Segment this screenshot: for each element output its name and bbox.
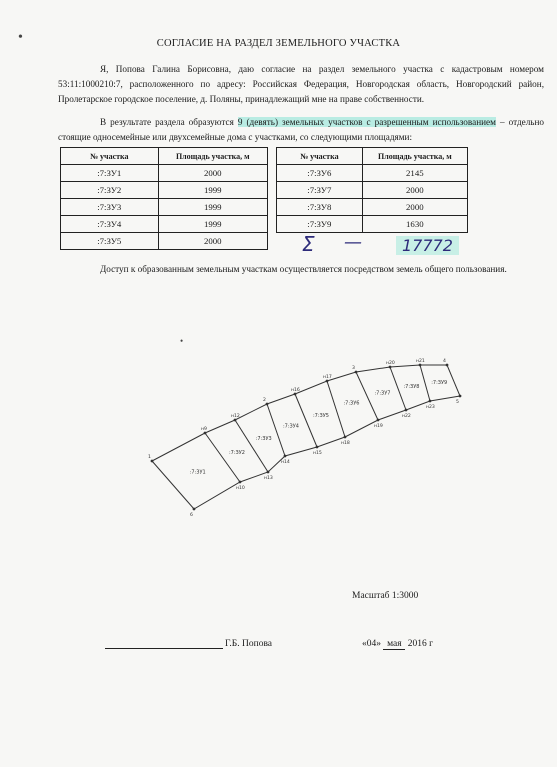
scheme-point-label: н15 [313,451,322,456]
scheme-vertex [267,471,270,474]
scheme-point-label: 4 [443,359,446,364]
handwritten-dash: — [344,232,362,253]
col-header-plot-number: № участка [61,148,159,165]
access-paragraph: Доступ к образованным земельным участкам осуществляется посредством земель общего пользования. [100,264,507,274]
scheme-point-label: н14 [281,460,290,465]
scheme-point-label: н13 [264,476,273,481]
table-row: :7:ЗУ8 2000 [277,199,468,216]
scheme-vertex [234,419,237,422]
scheme-plot-label: :7:ЗУ9 [431,379,448,386]
table-row: :7:ЗУ7 2000 [277,182,468,199]
scheme-point-label: н20 [386,361,395,366]
scheme-vertex [459,395,462,398]
consent-paragraph: Я, Попова Галина Борисовна, даю согласие на раздел земельного участка с кадастровым номером 53:11:1000210:7, расположенного по адресу: Российская Федерация, Новгородская область, Новгородский район, Пролетарское городское поселение, д. Поляны, принадлежащий мне на праве собственности. [58,64,544,104]
division-paragraph: В результате раздела образуются 9 (девять) земельных участков с разрешенным использованием – отдельно стоящие односемейные или двухсемейные дома с участками, со следующими площадями: [58,117,545,142]
document-date [362,639,433,650]
land-division-scheme [140,355,475,525]
scheme-point-label: 5 [456,400,459,405]
scheme-plot-label: :7:ЗУ5 [313,412,329,419]
scheme-vertex [294,393,297,396]
table-row: :7:ЗУ6 2145 [277,165,468,182]
date-year: 2016 г [407,639,434,649]
scheme-divider-line [235,420,268,472]
scheme-plot-label: :7:ЗУ7 [374,390,391,397]
scheme-vertex [389,366,392,369]
plots-table-left [60,147,268,250]
scale-label: Масштаб 1:3000 [352,591,419,601]
scheme-point-label: н21 [416,359,425,364]
signature-line [105,638,223,649]
highlighted-text: 9 (девять) земельных участков с разрешенным использованием [237,117,496,127]
document-title: СОГЛАСИЕ НА РАЗДЕЛ ЗЕМЕЛЬНОГО УЧАСТКА [156,38,401,49]
table-row: :7:ЗУ2 1999 [61,182,268,199]
col-header-plot-number: № участка [277,148,363,165]
scheme-point-label: 2 [263,398,266,403]
table-row: :7:ЗУ5 2000 [61,233,268,250]
scheme-plot-label: :7:ЗУ2 [229,449,245,456]
scheme-top-boundary [152,365,447,461]
handwritten-sigma: Σ [302,232,315,256]
scheme-divider-line [447,365,460,396]
scheme-point-label: 6 [190,513,193,518]
scheme-vertex [316,446,319,449]
scheme-point-label: н16 [291,388,300,393]
scheme-vertex [151,460,154,463]
scheme-vertex [326,380,329,383]
signatory-name: Г.Б. Попова [225,639,273,649]
scheme-vertex [446,364,449,367]
plots-table-right [276,147,468,233]
scheme-point-label: н9 [201,427,207,432]
scheme-vertex [405,409,408,412]
scheme-divider-line [267,404,285,456]
scheme-plot-label: :7:ЗУ3 [255,436,272,442]
handwritten-total-area: 17772 [396,236,459,255]
scheme-point-label: н22 [402,414,411,419]
scheme-vertex [239,481,242,484]
scheme-vertex [266,403,269,406]
scheme-vertex [429,400,432,403]
scheme-plot-label: :7:ЗУ4 [283,423,299,430]
scheme-point-label: н23 [426,405,435,410]
scheme-vertex [193,508,196,511]
scheme-divider-line [295,394,317,447]
scheme-point-label: н19 [374,424,383,429]
table-row: :7:ЗУ4 1999 [61,216,268,233]
scheme-plot-label: :7:ЗУ6 [343,400,360,407]
scheme-divider-line [327,381,345,437]
scheme-divider-line [205,433,240,482]
scheme-plot-label: :7:ЗУ1 [189,469,206,476]
scheme-point-label: н10 [236,486,245,491]
scheme-vertex [355,371,358,374]
table-row: :7:ЗУ1 2000 [61,165,268,182]
scheme-vertex [419,364,422,367]
scheme-vertex [204,432,207,435]
table-row: :7:ЗУ3 1999 [61,199,268,216]
scheme-vertex [284,455,287,458]
scheme-plot-label: :7:ЗУ8 [403,383,420,390]
date-month: мая [383,639,405,650]
table-row: :7:ЗУ9 1630 [277,216,468,233]
col-header-area: Площадь участка, м [362,148,467,165]
scheme-divider-line [420,365,430,401]
punch-mark: • [180,336,184,346]
scheme-vertex [377,419,380,422]
scheme-point-label: н18 [341,441,350,446]
scheme-point-label: 3 [352,366,355,371]
scheme-point-label: 1 [148,455,151,460]
scheme-divider-line [152,461,194,509]
col-header-area: Площадь участка, м [158,148,267,165]
scheme-point-label: н17 [323,375,332,380]
punch-mark: • [18,30,23,45]
date-day: «04» [362,639,381,649]
scheme-vertex [344,436,347,439]
scheme-point-label: н12 [231,414,240,419]
